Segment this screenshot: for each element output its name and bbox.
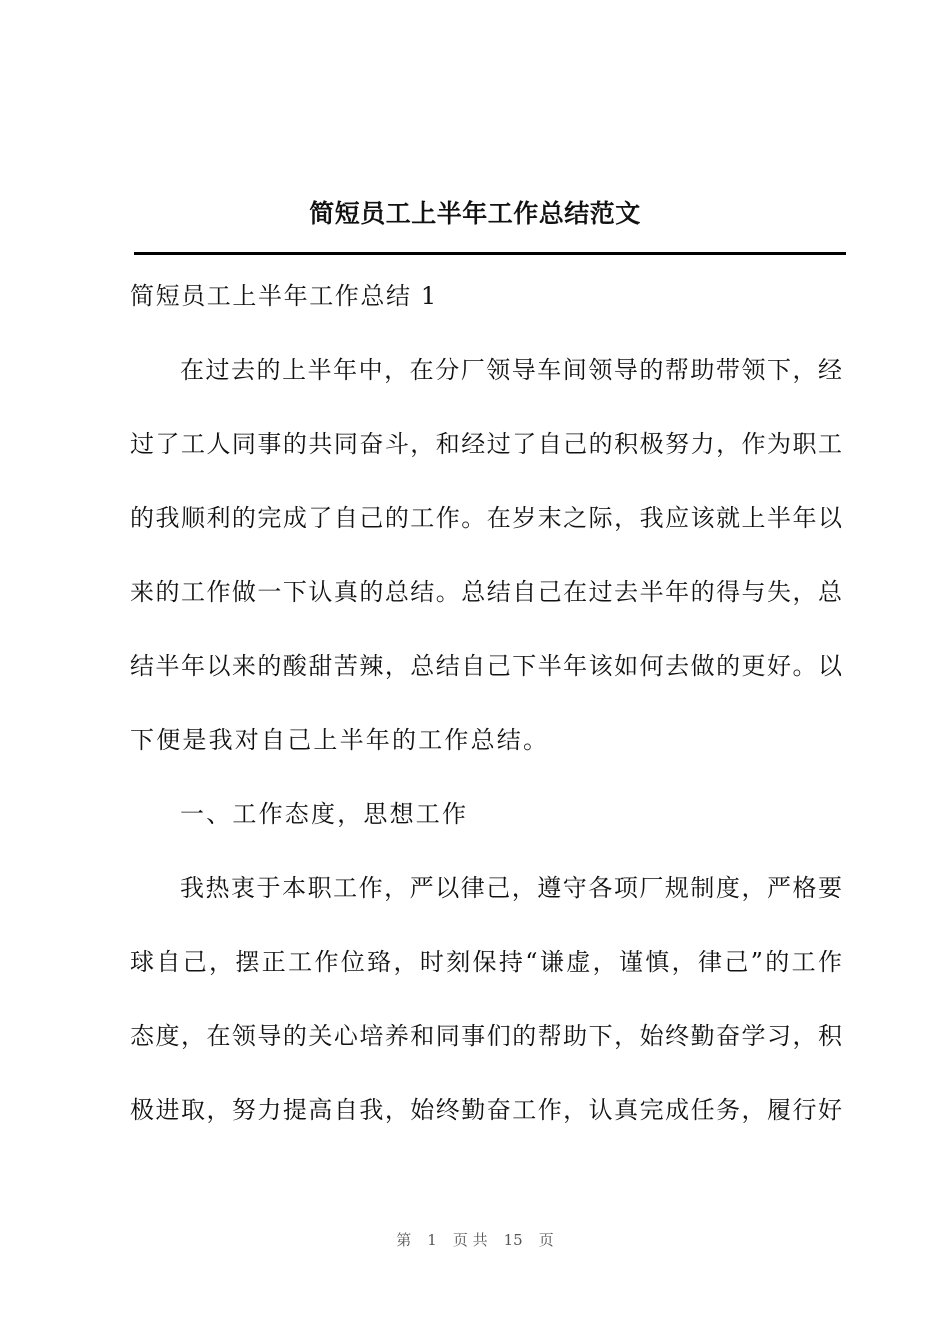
paragraph-1-line: 在过去的上半年中，在分厂领导车间领导的帮助带领下，经 (180, 356, 842, 384)
paragraph-1-line: 下便是我对自己上半年的工作总结。 (130, 726, 550, 754)
paragraph-2-line: 极进取，努力提高自我，始终勤奋工作，认真完成任务，履行好 (130, 1096, 842, 1124)
paragraph-1-line: 过了工人同事的共同奋斗，和经过了自己的积极努力，作为职工 (130, 430, 842, 458)
paragraph-2-line: 球自己，摆正工作位臵，时刻保持“谦虚，谨慎，律己”的工作 (130, 948, 842, 976)
paragraph-2-line: 我热衷于本职工作，严以律己，遵守各项厂规制度，严格要 (180, 874, 842, 902)
title-underline (134, 252, 846, 255)
paragraph-1-line: 来的工作做一下认真的总结。总结自己在过去半年的得与失，总 (130, 578, 842, 606)
page-footer (0, 1230, 950, 1250)
footer-suffix: 页 (538, 1231, 554, 1249)
section-subheading: 简短员工上半年工作总结 1 (130, 282, 438, 310)
paragraph-1-line: 结半年以来的酸甜苦辣，总结自己下半年该如何去做的更好。以 (130, 652, 842, 680)
footer-middle: 页 共 (452, 1231, 488, 1249)
section-heading: 一、工作态度，思想工作 (180, 800, 469, 828)
footer-total-pages: 15 (503, 1231, 523, 1249)
footer-current-page: 1 (427, 1231, 437, 1249)
document-title: 简短员工上半年工作总结范文 (309, 199, 641, 228)
paragraph-2-line: 态度，在领导的关心培养和同事们的帮助下，始终勤奋学习，积 (130, 1022, 842, 1050)
footer-prefix: 第 (396, 1231, 412, 1249)
paragraph-1-line: 的我顺利的完成了自己的工作。在岁末之际，我应该就上半年以 (130, 504, 842, 532)
